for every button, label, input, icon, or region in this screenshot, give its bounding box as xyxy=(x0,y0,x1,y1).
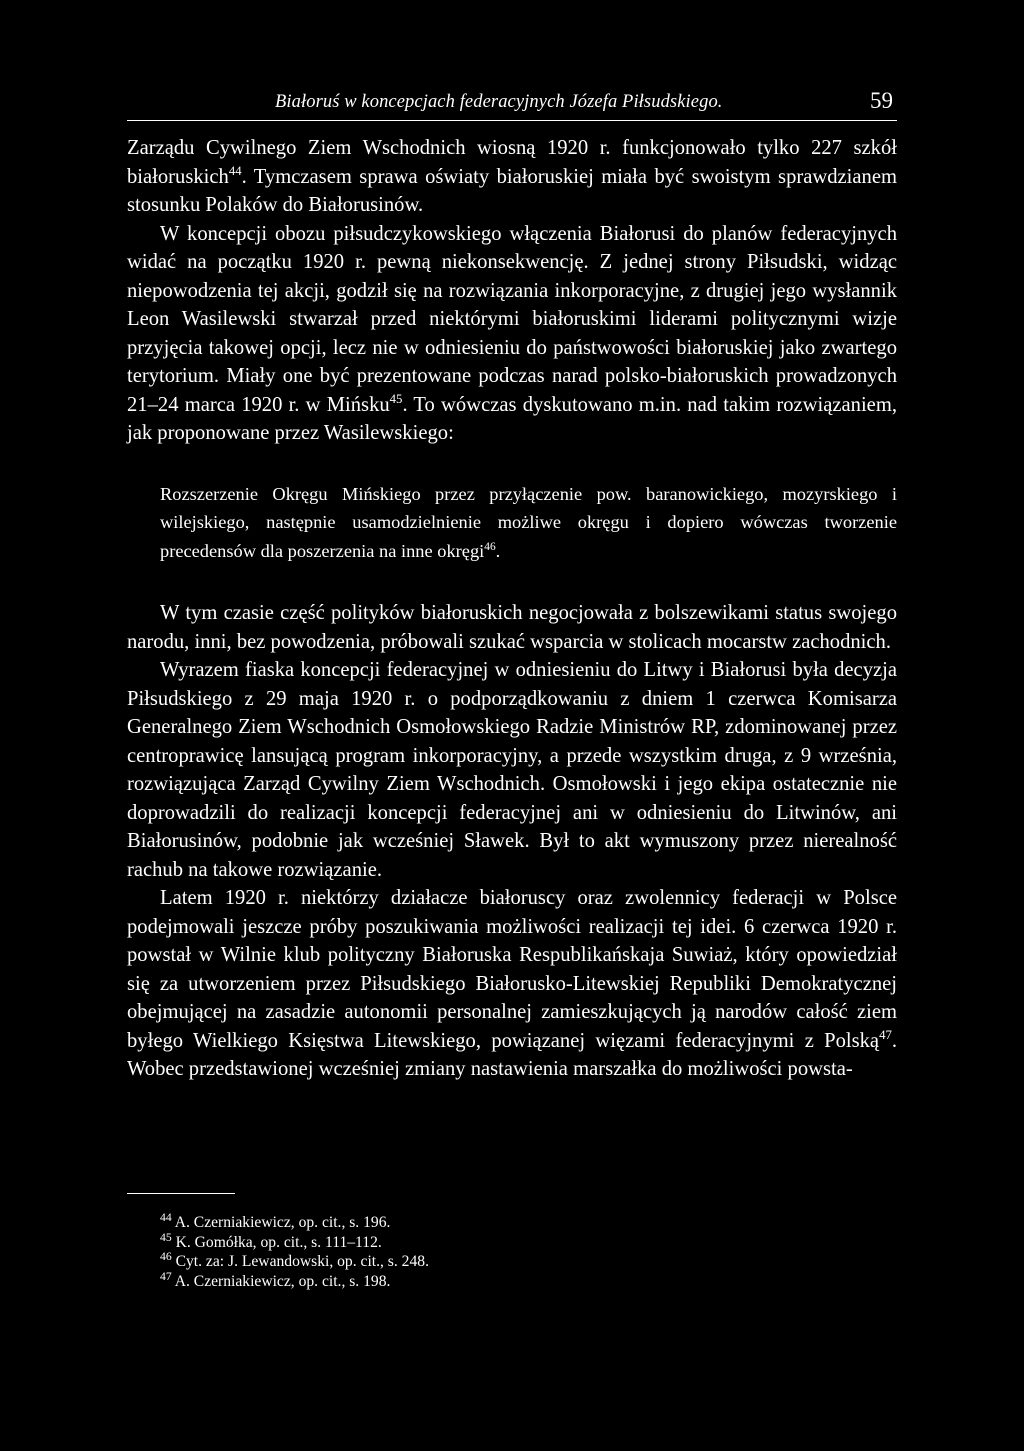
footnote-45 xyxy=(160,1230,760,1253)
text-run: . Wobec przedstawionej wcześniej zmiany nastawienia marszałka do możliwości powsta- xyxy=(127,1029,897,1080)
footnote-ref: 47 xyxy=(879,1027,892,1042)
footnote-text: K. Gomółka, op. cit., s. 111–112. xyxy=(175,1233,382,1251)
main-text xyxy=(127,134,897,1084)
footnote-separator xyxy=(127,1193,235,1194)
block-quote xyxy=(160,480,897,566)
running-header xyxy=(127,86,897,121)
text-run: . Tymczasem sprawa oświaty białoruskiej miała być swoistym sprawdzianem stosunku Polaków do Białorusinów. xyxy=(127,165,897,216)
page-number: 59 xyxy=(870,88,893,113)
footnote-text: A. Czerniakiewicz, op. cit., s. 198. xyxy=(174,1272,391,1290)
footnote-47 xyxy=(160,1269,760,1292)
text-run: Rozszerzenie Okręgu Mińskiego przez przyłączenie pow. baranowickiego, mozyrskiego i wilejskiego, następnie usamodzielnienie możliwe okręgu i dopiero wówczas tworzenie precedensów dla poszerzenia na inne okręgi xyxy=(160,483,897,561)
text-run: Latem 1920 r. niektórzy działacze białoruscy oraz zwolennicy federacji w Polsce podejmowali jeszcze próby poszukiwania możliwości realizacji tej idei. 6 czerwca 1920 r. powstał w Wilnie klub polityczny Białoruska Respublikańskaja Suwiaż, który opowiedział się za utworzeniem przez Piłsudskiego Białorusko-Litewskiej Republiki Demokratycznej obejmującej na zasadzie autonomii personalnej zamieszkujących ją narodów całość ziem byłego Wielkiego Księstwa Litewskiego, powiązanej więzami federacyjnymi z Polską xyxy=(127,887,897,1052)
footnotes xyxy=(160,1210,760,1291)
text-run: Zarządu Cywilnego Ziem Wschodnich wiosną 1920 r. funkcjonowało tylko 227 szkół białoruskich xyxy=(127,137,897,188)
text-run: . To wówczas dyskutowano m.in. nad takim rozwiązaniem, jak proponowane przez Wasilewskiego: xyxy=(127,393,897,444)
footnote-text: A. Czerniakiewicz, op. cit., s. 196. xyxy=(174,1214,391,1231)
text-run: Wyrazem fiaska koncepcji federacyjnej w odniesieniu do Litwy i Białorusi była decyzja Piłsudskiego z 29 maja 1920 r. o podporządkowaniu z dniem 1 czerwca Komisarza Generalnego Ziem Wschodnich Osmołowskiego Radzie Ministrów RP, zdominowanej przez centroprawicę lansującą program inkorporacyjny, a przede wszystkim druga, z 9 września, rozwiązująca Zarząd Cywilny Ziem Wschodnich. Osmołowski i jego ekipa ostatecznie nie doprowadzili do realizacji koncepcji federacyjnej ani w odniesieniu do Litwinów, ani Białorusinów, podobnie jak wcześniej Sławek. Był to akt wymuszony przez nierealność rachub na takowe rozwiązanie. xyxy=(127,659,897,881)
footnote-ref: 45 xyxy=(389,391,403,406)
paragraph-1 xyxy=(127,134,897,220)
footnote-number: 44 xyxy=(160,1210,172,1224)
paragraph-4 xyxy=(127,656,897,884)
footnote-46 xyxy=(160,1252,760,1272)
text-run: . xyxy=(495,540,501,561)
paragraph-3 xyxy=(127,599,897,656)
paragraph-5 xyxy=(127,884,897,1084)
footnote-number: 47 xyxy=(160,1269,172,1283)
footnote-number: 46 xyxy=(160,1250,172,1263)
paragraph-2 xyxy=(127,220,897,448)
footnote-ref: 44 xyxy=(228,163,242,178)
footnote-text: Cyt. za: J. Lewandowski, op. cit., s. 248. xyxy=(175,1253,429,1271)
text-run: W tym czasie część polityków białoruskich negocjowała z bolszewikami status swojego narodu, inni, bez powodzenia, próbowali szukać wsparcia w stolicach mocarstw zachodnich. xyxy=(127,602,897,653)
footnote-44 xyxy=(160,1210,760,1233)
footnote-number: 45 xyxy=(160,1230,172,1244)
footnote-ref: 46 xyxy=(484,540,496,553)
running-title: Białoruś w koncepcjach federacyjnych Józefa Piłsudskiego. xyxy=(275,92,723,112)
text-run: W koncepcji obozu piłsudczykowskiego włączenia Białorusi do planów federacyjnych widać na początku 1920 r. pewną niekonsekwencję. Z jednej strony Piłsudski, widząc niepowodzenia tej akcji, godził się na rozwiązania inkorporacyjne, z drugiej jego wysłannik Leon Wasilewski stwarzał przed niektórymi białoruskimi liderami politycznymi wizje przyjęcia takowej opcji, lecz nie w odniesieniu do państwowości białoruskiej jako zwartego terytorium. Miały one być prezentowane podczas narad polsko-białoruskich prowadzonych 21–24 marca 1920 r. w Mińsku xyxy=(127,222,897,416)
